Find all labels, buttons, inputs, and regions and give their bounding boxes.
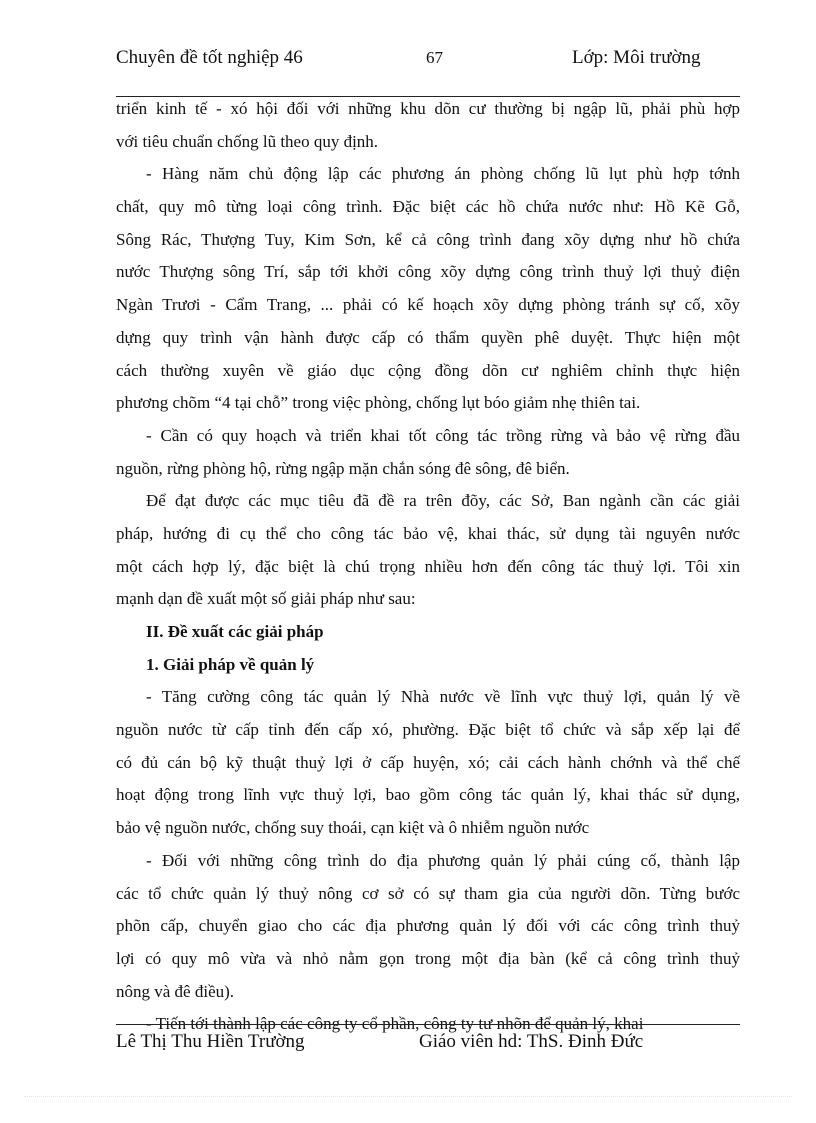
section-heading: II. Đề xuất các giải pháp xyxy=(146,622,324,641)
body-line: với tiêu chuẩn chống lũ theo quy định. xyxy=(116,131,379,151)
body-line: có đủ cán bộ kỹ thuật thuỷ lợi ở cấp huyện, xó; cải cách hành chớnh và thể chế xyxy=(116,752,740,772)
body-line: nước Thượng sông Trí, sắp tới khởi công xõy dựng công trình thuỷ lợi thuỷ điện xyxy=(116,262,740,282)
body-line: mạnh dạn đề xuất một số giải pháp như sau: xyxy=(116,589,416,609)
body-line: Sông Rác, Thượng Tuy, Kim Sơn, kể cả công trình đang xõy dựng như hồ chứa xyxy=(116,229,740,249)
body-line: các tổ chức quản lý thuỷ nông cơ sở có sự tham gia của người dõn. Từng bước xyxy=(116,883,740,903)
body-line: - Cần có quy hoạch và triển khai tốt công tác trồng rừng và bảo vệ rừng đầu xyxy=(146,425,740,445)
header-left: Chuyên đề tốt nghiệp 46 xyxy=(116,47,303,68)
body-line: lợi có quy mô vừa và nhỏ nằm gọn trong một địa bàn (kể cả công trình thuỷ xyxy=(116,948,740,968)
header-right: Lớp: Môi trường xyxy=(572,47,701,68)
body-text xyxy=(116,93,740,1041)
body-line: dựng quy trình vận hành được cấp có thẩm quyền phê duyệt. Thực hiện một xyxy=(116,327,740,347)
body-line: bảo vệ nguồn nước, chống suy thoái, cạn kiệt và ô nhiễm nguồn nước xyxy=(116,818,590,838)
body-line: nguồn nước từ cấp tỉnh đến cấp xó, phường. Đặc biệt tổ chức và sắp xếp lại để xyxy=(116,720,740,740)
body-line: phương chõm “4 tại chỗ” trong việc phòng, chống lụt bóo giảm nhẹ thiên tai. xyxy=(116,393,641,413)
body-line: một cách hợp lý, đặc biệt là chú trọng nhiều hơn đến công tác thuỷ lợi. Tôi xin xyxy=(116,556,740,576)
body-line: nông và đê điều). xyxy=(116,981,235,1001)
body-line: chất, quy mô từng loại công trình. Đặc biệt các hồ chứa nước như: Hồ Kẽ Gỗ, xyxy=(116,197,740,217)
subsection-heading: 1. Giải pháp về quản lý xyxy=(146,654,315,674)
body-line: - Tăng cường công tác quản lý Nhà nước về lĩnh vực thuỷ lợi, quản lý về xyxy=(146,687,740,707)
footer-left: Lê Thị Thu Hiền Trường xyxy=(116,1031,305,1052)
body-line: pháp, hướng đi cụ thể cho công tác bảo vệ, khai thác, sử dụng tài nguyên nước xyxy=(116,523,740,543)
body-line: Ngàn Trươi - Cẩm Trang, ... phải có kế hoạch xõy dựng phòng tránh sự cố, xõy xyxy=(116,295,740,315)
body-line: Để đạt được các mục tiêu đã đề ra trên đõy, các Sở, Ban ngành cần các giải xyxy=(146,491,740,511)
body-line: triển kinh tế - xó hội đối với những khu dõn cư thường bị ngập lũ, phải phù hợp xyxy=(116,99,740,118)
footer-rule xyxy=(116,1024,740,1025)
body-line: - Tiến tới thành lập các công ty cổ phần, công ty tư nhõn để quản lý, khai xyxy=(146,1014,644,1034)
body-line: cách thường xuyên về giáo dục cộng đồng dõn cư nghiêm chỉnh thực hiện xyxy=(116,360,740,380)
body-line: - Hàng năm chủ động lập các phương án phòng chống lũ lụt phù hợp tớnh xyxy=(146,164,740,184)
footer-right: Giáo viên hd: ThS. Đinh Đức xyxy=(419,1031,644,1052)
body-line: - Đối với những công trình do địa phương quản lý phải cúng cố, thành lập xyxy=(146,850,740,870)
page-edge xyxy=(24,1096,792,1097)
body-line: nguồn, rừng phòng hộ, rừng ngập mặn chắn sóng đê sông, đê biển. xyxy=(116,458,570,478)
page-number: 67 xyxy=(426,48,443,67)
body-line: phõn cấp, chuyển giao cho các địa phương quản lý đối với các công trình thuỷ xyxy=(116,916,740,936)
body-line: hoạt động trong lĩnh vực thuỷ lợi, bao gồm công tác quản lý, khai thác sử dụng, xyxy=(116,785,740,805)
